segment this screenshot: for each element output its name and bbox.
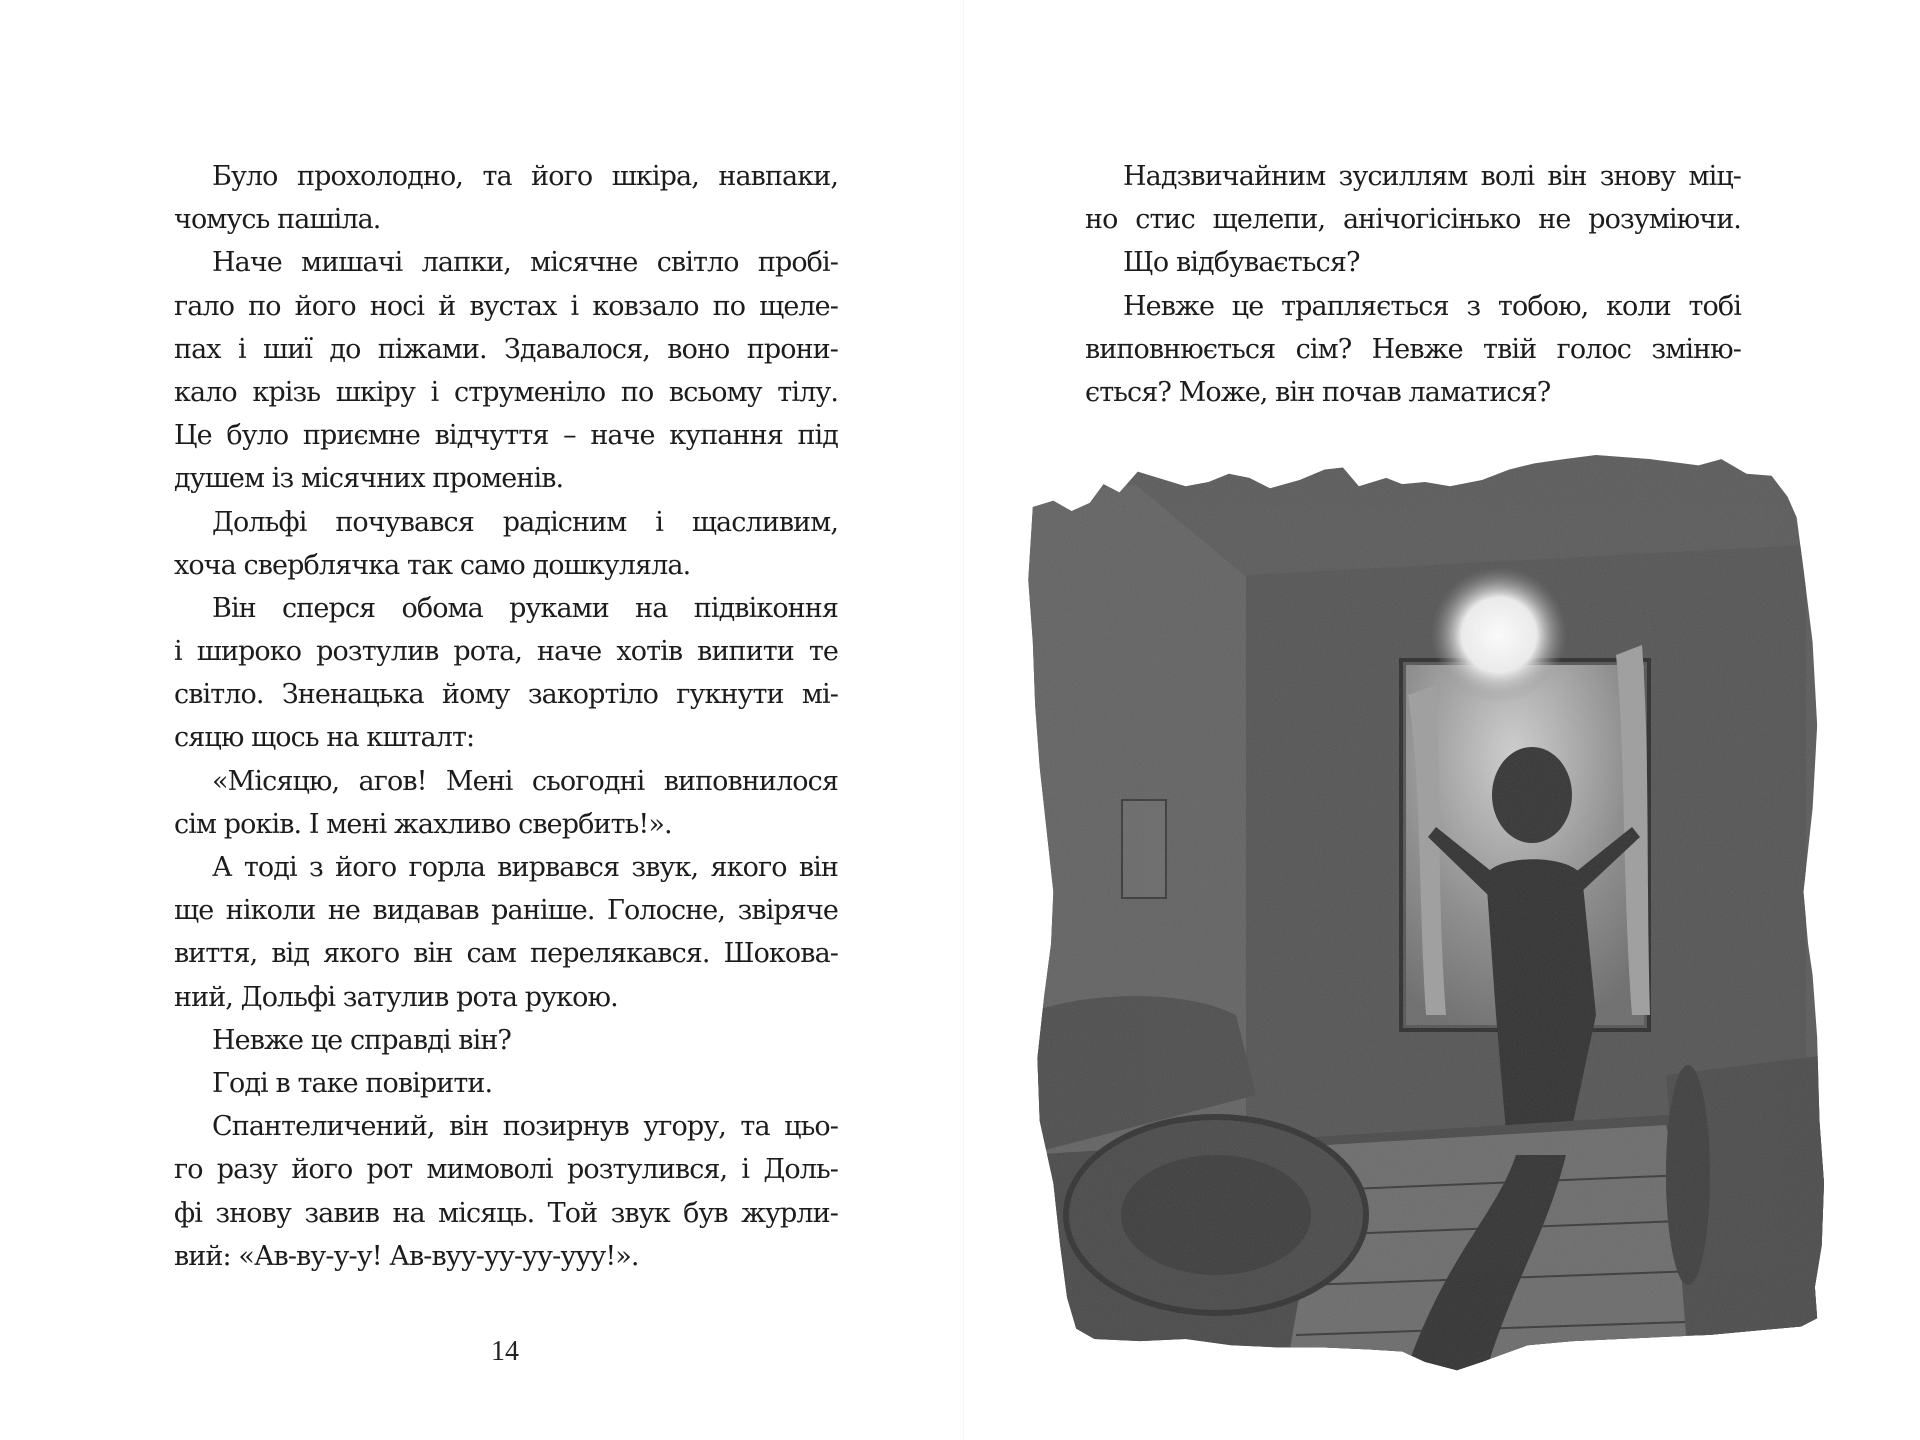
text-line: Годі в таке повірити.: [212, 1067, 493, 1099]
page-number: 14: [491, 1336, 519, 1367]
text-line: вий: «Ав-ву-у-у! Ав-вуу-уу-уу-ууу!».: [174, 1240, 639, 1272]
text-line: «Місяцю, агов! Мені сьогодні виповнилося: [212, 765, 838, 797]
text-line: сім років. І мені жахливо свербить!».: [174, 808, 672, 840]
text-line: пах і шиї до піжами. Здавалося, воно прони-: [174, 333, 838, 365]
right-page-text: [1085, 155, 1741, 414]
text-line: виття, від якого він сам перелякався. Шокова-: [174, 938, 838, 970]
text-line: Наче мишачі лапки, місячне світло пробі-: [212, 247, 838, 279]
text-line: Невже це трапляється з тобою, коли тобі: [1123, 290, 1741, 322]
text-line: Дольфі почувався радісним і щасливим,: [212, 506, 838, 538]
text-line: і широко розтулив рота, наче хотів випити те: [174, 636, 838, 668]
text-line: гало по його носі й вустах і ковзало по щеле-: [174, 290, 838, 322]
text-line: Що відбувається?: [1123, 247, 1360, 279]
left-page-text: [174, 155, 838, 1278]
text-line: Він сперся обома руками на підвіконня: [212, 592, 838, 624]
text-line: ється? Може, він почав ламатися?: [1085, 376, 1551, 408]
text-line: Було прохолодно, та його шкіра, навпаки,: [212, 161, 838, 192]
text-line: виповнюється сім? Невже твій голос зміню-: [1085, 333, 1741, 365]
illustration-boy-at-window: [1026, 455, 1826, 1371]
text-line: А тоді з його горла вирвався звук, якого він: [212, 852, 838, 883]
text-line: сяцю щось на кшталт:: [174, 722, 475, 754]
text-line: чомусь пашіла.: [174, 204, 381, 236]
text-line: Спантеличений, він позирнув угору, та цьо-: [212, 1111, 838, 1143]
text-line: Невже це справді він?: [212, 1024, 511, 1056]
text-line: Це було приємне відчуття – наче купання під: [174, 420, 838, 452]
page-gutter: [963, 0, 964, 1440]
text-line: но стис щелепи, анічогісінько не розуміючи.: [1085, 204, 1741, 236]
text-line: світло. Зненацька йому закортіло гукнути мі-: [174, 679, 838, 711]
text-line: Надзвичайним зусиллям волі він знову міц-: [1123, 161, 1741, 192]
text-line: фі знову завив на місяць. Той звук був журли-: [174, 1197, 838, 1229]
text-line: хоча сверблячка так само дошкуляла.: [174, 549, 691, 581]
text-line: душем із місячних променів.: [174, 463, 564, 495]
text-line: го разу його рот мимоволі розтулився, і Доль-: [174, 1154, 838, 1186]
text-line: ний, Дольфі затулив рота рукою.: [174, 981, 618, 1013]
text-line: ще ніколи не видавав раніше. Голосне, звіряче: [174, 895, 838, 927]
text-line: кало крізь шкіру і струменіло по всьому тілу.: [174, 376, 838, 408]
